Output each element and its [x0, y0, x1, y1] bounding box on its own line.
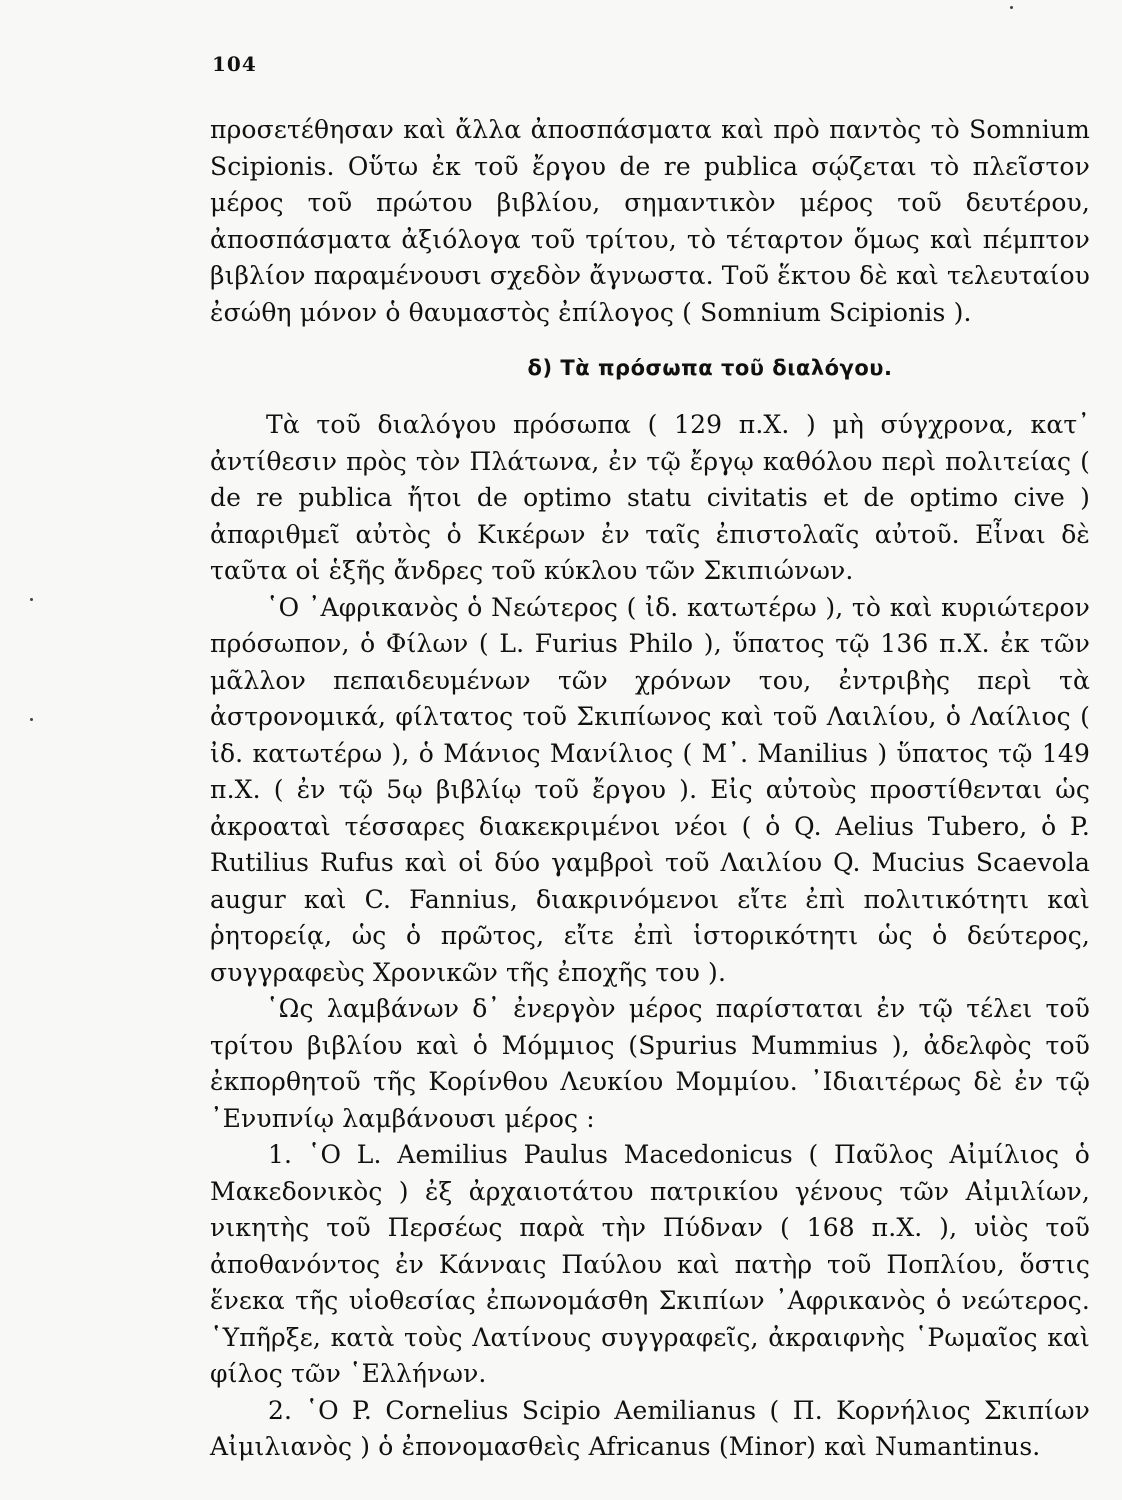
scan-speck [1010, 6, 1013, 9]
list-item-2: 2. ῾Ο P. Cornelius Scipio Aemilianus ( Π. Κορνήλιος Σκιπίων Αἰμιλιανὸς ) ὁ ἐπονομασθεὶς Africanus (Minor) καὶ Numantinus. [210, 1395, 1090, 1461]
scan-speck [30, 598, 33, 601]
paragraph-3: ῾Ως λαμβάνων δ᾽ ἐνεργὸν μέρος παρίσταται ἐν τῷ τέλει τοῦ τρίτου βιβλίου καὶ ὁ Μόμμιος (Spurius Mummius ), ἀδελφὸς τοῦ ἐκπορθητοῦ τῆς Κορίνθου Λευκίου Μομμίου. ᾽Ιδιαιτέρως δὲ ἐν τῷ ᾽Ενυπνίῳ λαμβάνουσι μέρος : [210, 994, 1090, 1133]
list-item-1: 1. ῾Ο L. Aemilius Paulus Macedonicus ( Παῦλος Αἰμίλιος ὁ Μακεδονικὸς ) ἐξ ἀρχαιοτάτου πατρικίου γένους τῶν Αἰμιλίων, νικητὴς τοῦ Περσέως παρὰ τὴν Πύδναν ( 168 π.Χ. ), υἱὸς τοῦ ἀποθανόντος ἐν Κάνναις Παύλου καὶ πατὴρ τοῦ Ποπλίου, ὅστις ἕνεκα τῆς υἱοθεσίας ἐπωνομάσθη Σκιπίων ᾽Αφρικανὸς ὁ νεώτερος. ῾Υπῆρξε, κατὰ τοὺς Λατίνους συγγραφεῖς, ἀκραιφνὴς ῾Ρωμαῖος καὶ φίλος τῶν ῾Ελλήνων. [210, 1140, 1090, 1388]
paragraph-1: Τὰ τοῦ διαλόγου πρόσωπα ( 129 π.Χ. ) μὴ σύγχρονα, κατ᾽ ἀντίθεσιν πρὸς τὸν Πλάτωνα, ἐν τῷ ἔργῳ καθόλου περὶ πολιτείας ( de re publica ἤτοι de optimo statu civitatis et de optimo cive ) ἀπαριθμεῖ αὐτὸς ὁ Κικέρων ἐν ταῖς ἐπιστολαῖς αὐτοῦ. Εἶναι δὲ ταῦτα οἱ ἑξῆς ἄνδρες τοῦ κύκλου τῶν Σκιπιώνων. [210, 410, 1090, 585]
scan-speck [30, 718, 33, 721]
page-body [210, 112, 1090, 1466]
paragraph-2: ῾Ο ᾽Αφρικανὸς ὁ Νεώτερος ( ἰδ. κατωτέρω ), τὸ καὶ κυριώτερον πρόσωπον, ὁ Φίλων ( L. Furius Philo ), ὕπατος τῷ 136 π.Χ. ἐκ τῶν μᾶλλον πεπαιδευμένων τῶν χρόνων του, ἐντριβὴς περὶ τὰ ἀστρονομικά, φίλτατος τοῦ Σκιπίωνος καὶ τοῦ Λαιλίου, ὁ Λαίλιος ( ἰδ. κατωτέρω ), ὁ Μάνιος Μανίλιος ( M᾽. Manilius ) ὕπατος τῷ 149 π.Χ. ( ἐν τῷ 5ῳ βιβλίῳ τοῦ ἔργου ). Εἰς αὐτοὺς προστίθενται ὡς ἀκροαταὶ τέσσαρες διακεκριμένοι νέοι ( ὁ Q. Aelius Tubero, ὁ P. Rutilius Rufus καὶ οἱ δύο γαμβροὶ τοῦ Λαιλίου Q. Mucius Scaevola augur καὶ C. Fannius, διακρινόμενοι εἴτε ἐπὶ πολιτικότητι καὶ ῥητορείᾳ, ὡς ὁ πρῶτος, εἴτε ἐπὶ ἱστορικότητι ὡς ὁ δεύτερος, συγγραφεὺς Χρονικῶν τῆς ἐποχῆς του ). [210, 592, 1090, 987]
section-heading: δ) Τὰ πρόσωπα τοῦ διαλόγου. [527, 356, 893, 380]
page-number: 104 [212, 52, 257, 76]
intro-paragraph: προσετέθησαν καὶ ἄλλα ἀποσπάσματα καὶ πρὸ παντὸς τὸ Somnium Scipionis. Οὕτω ἐκ τοῦ ἔργου de re publica σῴζεται τὸ πλεῖστον μέρος τοῦ πρώτου βιβλίου, σημαντικὸν μέρος τοῦ δευτέρου, ἀποσπάσματα ἀξιόλογα τοῦ τρίτου, τὸ τέταρτον ὅμως καὶ πέμπτον βιβλίον παραμένουσι σχεδὸν ἄγνωστα. Τοῦ ἕκτου δὲ καὶ τελευταίου ἐσώθη μόνον ὁ θαυμαστὸς ἐπίλογος ( Somnium Scipionis ). [210, 115, 1090, 327]
